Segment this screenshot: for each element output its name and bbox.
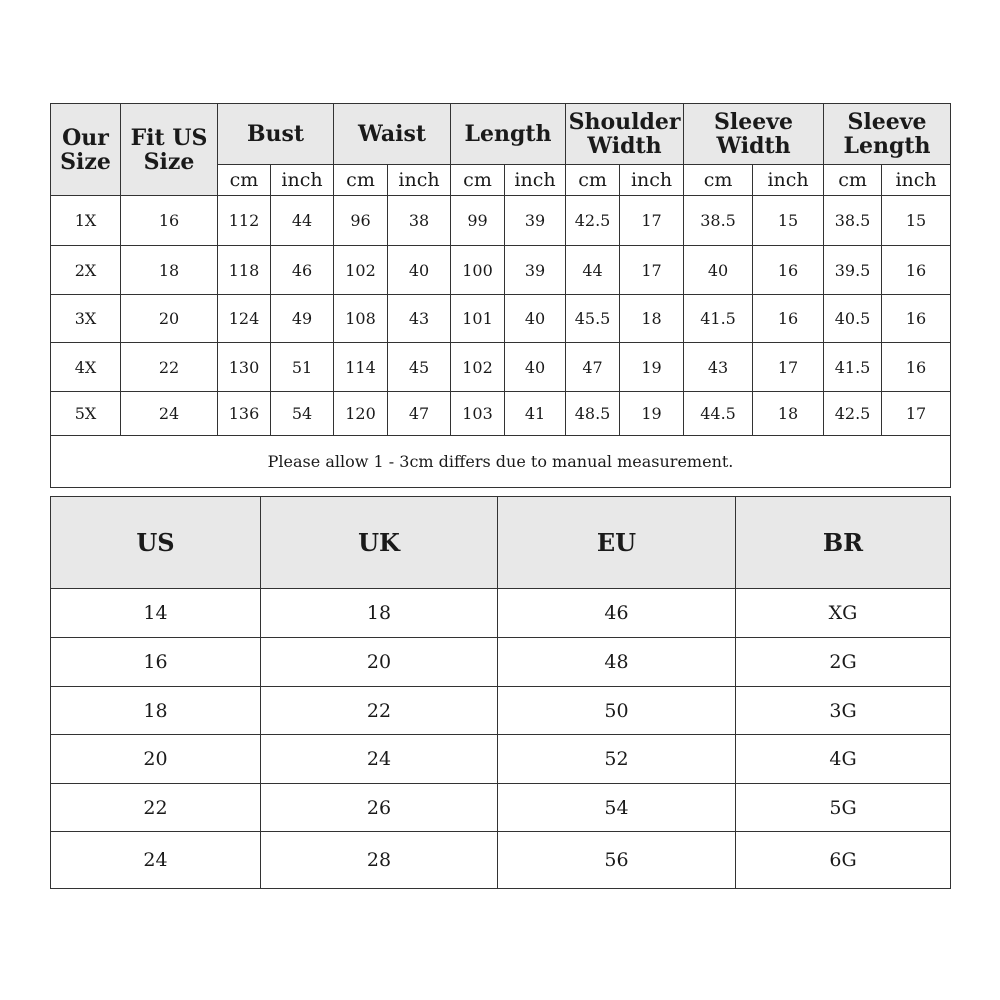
unit-inch: inch	[271, 165, 334, 196]
size-cell: 16	[753, 246, 824, 295]
size-cell: 20	[121, 295, 218, 343]
size-cell: 54	[271, 392, 334, 436]
unit-inch: inch	[753, 165, 824, 196]
unit-cm: cm	[334, 165, 388, 196]
size-cell: 47	[566, 343, 620, 392]
size-cell: 130	[218, 343, 271, 392]
header-br: BR	[736, 497, 951, 589]
size-cell: 96	[334, 196, 388, 246]
size-cell: 15	[882, 196, 951, 246]
size-cell: 38.5	[684, 196, 753, 246]
size-cell: 5X	[51, 392, 121, 436]
size-cell: 39	[505, 246, 566, 295]
header-our-size: Our Size	[51, 104, 121, 196]
unit-cm: cm	[218, 165, 271, 196]
size-cell: 100	[451, 246, 505, 295]
conversion-row	[51, 638, 951, 687]
size-cell: 44	[271, 196, 334, 246]
size-row	[51, 295, 951, 343]
size-cell: 17	[882, 392, 951, 436]
size-cell: 40	[388, 246, 451, 295]
size-cell: 41.5	[684, 295, 753, 343]
size-row	[51, 392, 951, 436]
size-cell: 51	[271, 343, 334, 392]
conversion-cell: 54	[498, 784, 736, 832]
conversion-cell: 24	[261, 735, 498, 784]
header-waist: Waist	[334, 104, 451, 165]
unit-cm: cm	[684, 165, 753, 196]
size-cell: 17	[620, 246, 684, 295]
conversion-cell: 5G	[736, 784, 951, 832]
header-fit-us-size: Fit US Size	[121, 104, 218, 196]
conversion-cell: 50	[498, 687, 736, 735]
size-cell: 40	[505, 295, 566, 343]
header-sleeve-length: Sleeve Length	[824, 104, 951, 165]
size-cell: 42.5	[824, 392, 882, 436]
conversion-cell: 24	[51, 832, 261, 889]
size-cell: 44.5	[684, 392, 753, 436]
size-row	[51, 246, 951, 295]
size-cell: 18	[753, 392, 824, 436]
size-cell: 24	[121, 392, 218, 436]
size-row	[51, 343, 951, 392]
header-length: Length	[451, 104, 566, 165]
size-cell: 40	[684, 246, 753, 295]
header-uk: UK	[261, 497, 498, 589]
size-chart-body	[51, 196, 951, 436]
unit-inch: inch	[505, 165, 566, 196]
conversion-cell: 16	[51, 638, 261, 687]
size-cell: 46	[271, 246, 334, 295]
conversion-row	[51, 589, 951, 638]
conversion-cell: 48	[498, 638, 736, 687]
size-cell: 17	[753, 343, 824, 392]
unit-inch: inch	[882, 165, 951, 196]
conversion-cell: 14	[51, 589, 261, 638]
conversion-cell: 6G	[736, 832, 951, 889]
conversion-cell: 2G	[736, 638, 951, 687]
size-cell: 16	[753, 295, 824, 343]
size-cell: 41	[505, 392, 566, 436]
conversion-cell: 26	[261, 784, 498, 832]
size-cell: 17	[620, 196, 684, 246]
size-cell: 45	[388, 343, 451, 392]
size-cell: 22	[121, 343, 218, 392]
size-cell: 101	[451, 295, 505, 343]
size-cell: 45.5	[566, 295, 620, 343]
size-cell: 41.5	[824, 343, 882, 392]
size-cell: 40	[505, 343, 566, 392]
size-cell: 44	[566, 246, 620, 295]
size-cell: 114	[334, 343, 388, 392]
size-row	[51, 196, 951, 246]
size-cell: 39.5	[824, 246, 882, 295]
size-conversion-table	[50, 496, 951, 889]
conversion-row	[51, 832, 951, 889]
measurement-note: Please allow 1 - 3cm differs due to manual measurement.	[51, 436, 951, 488]
conversion-cell: 52	[498, 735, 736, 784]
conversion-cell: 56	[498, 832, 736, 889]
size-cell: 42.5	[566, 196, 620, 246]
conversion-cell: 18	[261, 589, 498, 638]
size-cell: 16	[882, 295, 951, 343]
conversion-cell: 46	[498, 589, 736, 638]
conversion-cell: 22	[261, 687, 498, 735]
size-cell: 43	[388, 295, 451, 343]
size-cell: 19	[620, 392, 684, 436]
unit-inch: inch	[620, 165, 684, 196]
size-cell: 16	[882, 246, 951, 295]
size-cell: 124	[218, 295, 271, 343]
conversion-cell: XG	[736, 589, 951, 638]
size-cell: 19	[620, 343, 684, 392]
conversion-row	[51, 784, 951, 832]
header-us: US	[51, 497, 261, 589]
conversion-row	[51, 687, 951, 735]
header-shoulder-width: Shoulder Width	[566, 104, 684, 165]
size-cell: 120	[334, 392, 388, 436]
size-cell: 43	[684, 343, 753, 392]
size-cell: 39	[505, 196, 566, 246]
conversion-cell: 4G	[736, 735, 951, 784]
size-cell: 38	[388, 196, 451, 246]
unit-cm: cm	[566, 165, 620, 196]
size-cell: 4X	[51, 343, 121, 392]
size-cell: 18	[121, 246, 218, 295]
size-cell: 16	[882, 343, 951, 392]
conversion-cell: 28	[261, 832, 498, 889]
conversion-cell: 3G	[736, 687, 951, 735]
size-cell: 49	[271, 295, 334, 343]
conversion-row	[51, 735, 951, 784]
size-cell: 15	[753, 196, 824, 246]
conversion-cell: 22	[51, 784, 261, 832]
header-bust: Bust	[218, 104, 334, 165]
size-cell: 2X	[51, 246, 121, 295]
size-cell: 40.5	[824, 295, 882, 343]
size-cell: 102	[334, 246, 388, 295]
unit-cm: cm	[824, 165, 882, 196]
conversion-chart-body	[51, 589, 951, 889]
size-cell: 112	[218, 196, 271, 246]
size-cell: 48.5	[566, 392, 620, 436]
size-cell: 108	[334, 295, 388, 343]
size-cell: 16	[121, 196, 218, 246]
unit-cm: cm	[451, 165, 505, 196]
size-cell: 102	[451, 343, 505, 392]
header-sleeve-width: Sleeve Width	[684, 104, 824, 165]
header-eu: EU	[498, 497, 736, 589]
size-cell: 38.5	[824, 196, 882, 246]
size-chart-table	[50, 103, 951, 488]
unit-inch: inch	[388, 165, 451, 196]
size-cell: 18	[620, 295, 684, 343]
size-cell: 3X	[51, 295, 121, 343]
conversion-cell: 18	[51, 687, 261, 735]
size-cell: 118	[218, 246, 271, 295]
size-cell: 99	[451, 196, 505, 246]
size-cell: 47	[388, 392, 451, 436]
size-cell: 136	[218, 392, 271, 436]
size-cell: 103	[451, 392, 505, 436]
conversion-cell: 20	[261, 638, 498, 687]
size-cell: 1X	[51, 196, 121, 246]
conversion-cell: 20	[51, 735, 261, 784]
